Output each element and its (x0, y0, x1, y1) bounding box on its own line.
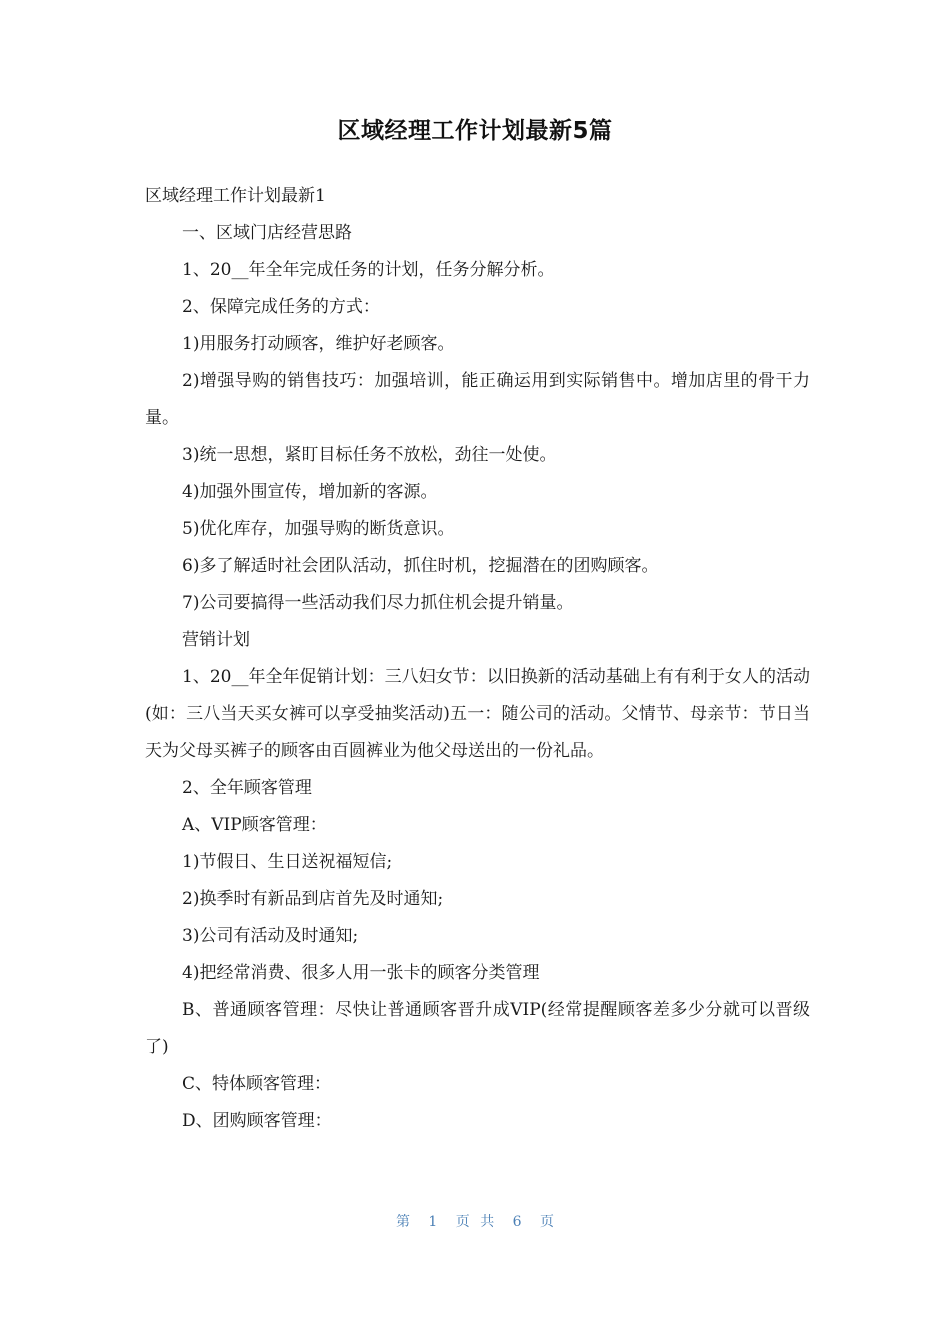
paragraph: 2)换季时有新品到店首先及时通知; (182, 889, 444, 909)
document-title: 区域经理工作计划最新5篇 (337, 118, 613, 144)
paragraph: 5)优化库存，加强导购的断货意识。 (182, 519, 455, 539)
paragraph: 6)多了解适时社会团队活动，抓住时机，挖掘潜在的团购顾客。 (182, 556, 659, 576)
paragraph: 3)公司有活动及时通知; (182, 926, 359, 946)
paragraph: 2、保障完成任务的方式： (182, 297, 380, 317)
paragraph: 1、20__年全年促销计划：三八妇女节：以旧换新的活动基础上有有利于女人的活动(如：三八当天买女裤可以享受抽奖活动)五一：随公司的活动。父情节、母亲节：节日当天为父母买裤子的顾客由百圆裤业为他父母送出的一份礼品。 (145, 667, 810, 761)
footer-prefix: 第 (395, 1214, 410, 1230)
paragraph: A、VIP顾客管理： (182, 815, 327, 835)
paragraph: 一、区域门店经营思路 (182, 223, 352, 243)
document-body (145, 178, 810, 1140)
footer-suffix: 页 (540, 1214, 555, 1230)
paragraph: 1)节假日、生日送祝福短信; (182, 852, 393, 872)
paragraph: 营销计划 (182, 630, 250, 650)
footer-middle: 页 共 (455, 1214, 495, 1230)
paragraph: 3)统一思想，紧盯目标任务不放松，劲往一处使。 (182, 445, 557, 465)
paragraph: 2、全年顾客管理 (182, 778, 312, 798)
footer-total-pages: 6 (512, 1214, 522, 1230)
page-footer (0, 1210, 950, 1234)
paragraph: 4)加强外围宣传，增加新的客源。 (182, 482, 438, 502)
paragraph: 7)公司要搞得一些活动我们尽力抓住机会提升销量。 (182, 593, 574, 613)
footer-page-number: 1 (428, 1214, 438, 1230)
paragraph: D、团购顾客管理： (182, 1111, 332, 1131)
paragraph: 2)增强导购的销售技巧：加强培训，能正确运用到实际销售中。增加店里的骨干力量。 (145, 371, 810, 428)
paragraph: 1)用服务打动顾客，维护好老顾客。 (182, 334, 455, 354)
paragraph: 1、20__年全年完成任务的计划，任务分解分析。 (182, 260, 555, 280)
paragraph: 4)把经常消费、很多人用一张卡的顾客分类管理 (182, 963, 540, 983)
paragraph: B、普通顾客管理：尽快让普通顾客晋升成VIP(经常提醒顾客差多少分就可以晋级了) (145, 1000, 810, 1057)
paragraph: 区域经理工作计划最新1 (145, 186, 326, 206)
paragraph: C、特体顾客管理： (182, 1074, 332, 1094)
